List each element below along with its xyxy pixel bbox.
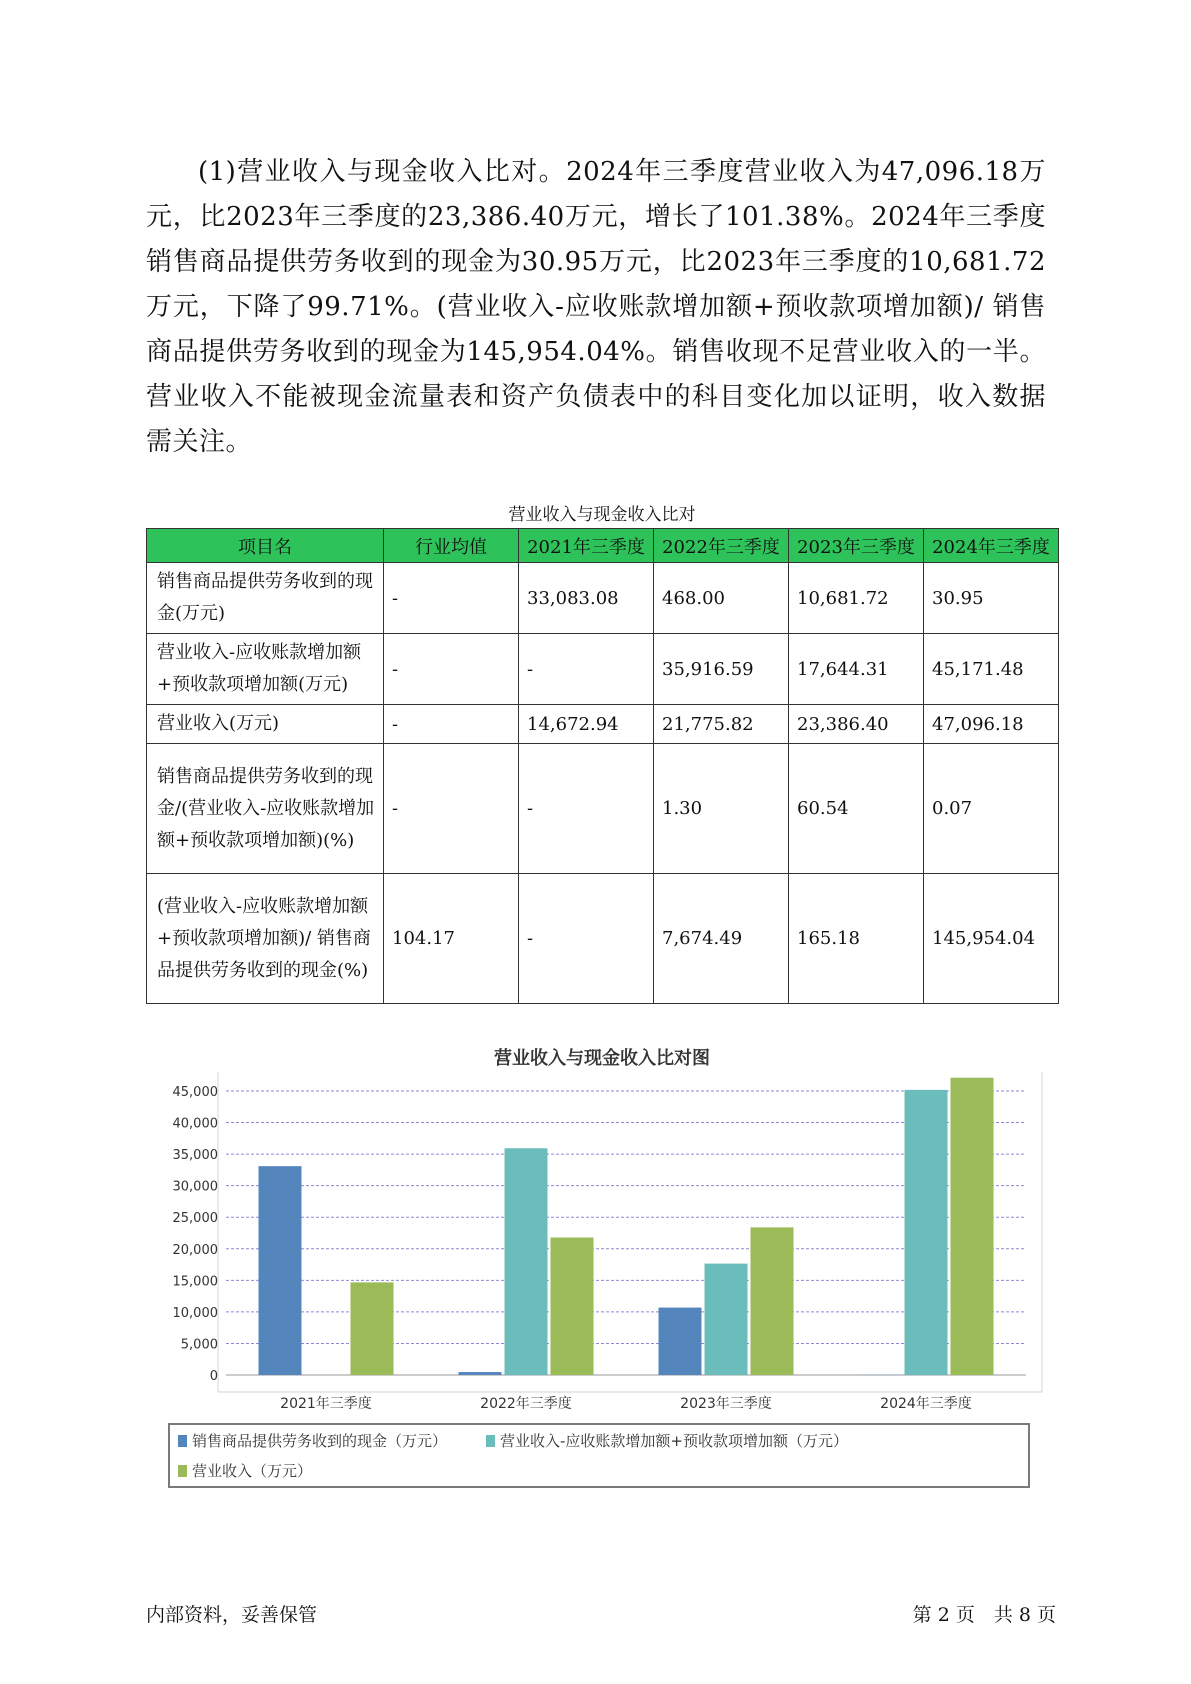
table-header-row bbox=[147, 529, 1059, 563]
bar bbox=[659, 1308, 702, 1375]
table-cell: 104.17 bbox=[384, 874, 519, 1004]
row-label: (营业收入-应收账款增加额+预收款项增加额)/ 销售商品提供劳务收到的现金(%) bbox=[147, 874, 384, 1004]
y-tick-label: 30,000 bbox=[172, 1179, 218, 1195]
table-cell: - bbox=[519, 634, 654, 705]
comparison-table bbox=[146, 528, 1059, 1004]
legend-item bbox=[486, 1430, 848, 1451]
table-cell: 10,681.72 bbox=[789, 563, 924, 634]
table-cell: 23,386.40 bbox=[789, 705, 924, 744]
table-cell: 17,644.31 bbox=[789, 634, 924, 705]
table-cell: 45,171.48 bbox=[924, 634, 1059, 705]
table-cell: - bbox=[519, 874, 654, 1004]
x-tick-label: 2022年三季度 bbox=[480, 1396, 572, 1412]
header-item-name: 项目名 bbox=[147, 529, 384, 563]
table-cell: - bbox=[519, 744, 654, 874]
table-cell: 0.07 bbox=[924, 744, 1059, 874]
table-caption: 营业收入与现金收入比对 bbox=[508, 505, 696, 525]
bar bbox=[351, 1282, 394, 1375]
legend-swatch bbox=[178, 1435, 187, 1447]
bar bbox=[505, 1148, 548, 1375]
table-row bbox=[147, 744, 1059, 874]
y-tick-label: 40,000 bbox=[172, 1116, 218, 1132]
bar bbox=[905, 1090, 948, 1375]
table-cell: 1.30 bbox=[654, 744, 789, 874]
table-cell: 468.00 bbox=[654, 563, 789, 634]
bar bbox=[259, 1166, 302, 1375]
legend-label: 销售商品提供劳务收到的现金（万元） bbox=[192, 1432, 448, 1450]
y-tick-label: 20,000 bbox=[172, 1242, 218, 1258]
table-cell: - bbox=[384, 634, 519, 705]
legend-label: 营业收入-应收账款增加额+预收款项增加额（万元） bbox=[500, 1432, 848, 1450]
header-2024q3: 2024年三季度 bbox=[924, 529, 1059, 563]
table-row bbox=[147, 705, 1059, 744]
legend-label: 营业收入（万元） bbox=[192, 1462, 313, 1480]
table-cell: - bbox=[384, 563, 519, 634]
table-row bbox=[147, 874, 1059, 1004]
legend-swatch bbox=[486, 1435, 495, 1447]
row-label: 销售商品提供劳务收到的现金/(营业收入-应收账款增加额+预收款项增加额)(%) bbox=[147, 744, 384, 874]
table-cell: 7,674.49 bbox=[654, 874, 789, 1004]
analysis-paragraph: (1)营业收入与现金收入比对。2024年三季度营业收入为47,096.18万元，比2023年三季度的23,386.40万元，增长了101.38%。2024年三季度销售商品提供劳务收到的现金为30.95万元，比2023年三季度的10,681.72万元，下降了99.71%。(营业收入-应收账款增加额+预收款项增加额)/ 销售商品提供劳务收到的现金为145,954.04%。销售收现不足营业收入的一半。营业收入不能被现金流量表和资产负债表中的科目变化加以证明，收入数据需关注。 bbox=[146, 157, 1046, 457]
table-row bbox=[147, 634, 1059, 705]
table-cell: 14,672.94 bbox=[519, 705, 654, 744]
footer-page-number: 第 2 页 共 8 页 bbox=[912, 1604, 1056, 1626]
header-industry-avg: 行业均值 bbox=[384, 529, 519, 563]
table-row bbox=[147, 563, 1059, 634]
y-tick-label: 25,000 bbox=[172, 1211, 218, 1227]
row-label: 营业收入-应收账款增加额+预收款项增加额(万元) bbox=[147, 634, 384, 705]
table-cell: 47,096.18 bbox=[924, 705, 1059, 744]
table-cell: 21,775.82 bbox=[654, 705, 789, 744]
table-cell: 35,916.59 bbox=[654, 634, 789, 705]
bar bbox=[751, 1227, 794, 1375]
y-tick-label: 15,000 bbox=[172, 1274, 218, 1290]
table-cell: 30.95 bbox=[924, 563, 1059, 634]
header-2021q3: 2021年三季度 bbox=[519, 529, 654, 563]
table-cell: - bbox=[384, 744, 519, 874]
table-cell: - bbox=[384, 705, 519, 744]
x-tick-label: 2024年三季度 bbox=[880, 1396, 972, 1412]
footer-confidential-note: 内部资料，妥善保管 bbox=[146, 1604, 318, 1626]
y-tick-label: 35,000 bbox=[172, 1148, 218, 1164]
bar bbox=[459, 1372, 502, 1375]
chart-title: 营业收入与现金收入比对图 bbox=[494, 1048, 710, 1069]
y-tick-label: 0 bbox=[209, 1369, 218, 1384]
table-cell: 33,083.08 bbox=[519, 563, 654, 634]
legend-item bbox=[178, 1460, 312, 1481]
y-tick-label: 45,000 bbox=[172, 1084, 218, 1100]
row-label: 营业收入(万元) bbox=[147, 705, 384, 744]
header-2023q3: 2023年三季度 bbox=[789, 529, 924, 563]
y-tick-label: 10,000 bbox=[172, 1305, 218, 1321]
chart-legend bbox=[168, 1423, 1030, 1488]
header-2022q3: 2022年三季度 bbox=[654, 529, 789, 563]
table-cell: 145,954.04 bbox=[924, 874, 1059, 1004]
row-label: 销售商品提供劳务收到的现金(万元) bbox=[147, 563, 384, 634]
bar bbox=[551, 1238, 594, 1375]
x-tick-label: 2021年三季度 bbox=[280, 1396, 372, 1412]
legend-item bbox=[178, 1430, 447, 1451]
y-tick-label: 5,000 bbox=[180, 1337, 218, 1353]
legend-swatch bbox=[178, 1465, 187, 1477]
bar-chart bbox=[146, 1072, 1046, 1417]
table-cell: 165.18 bbox=[789, 874, 924, 1004]
bar bbox=[951, 1078, 994, 1375]
table-cell: 60.54 bbox=[789, 744, 924, 874]
bar bbox=[705, 1264, 748, 1375]
x-tick-label: 2023年三季度 bbox=[680, 1396, 772, 1412]
